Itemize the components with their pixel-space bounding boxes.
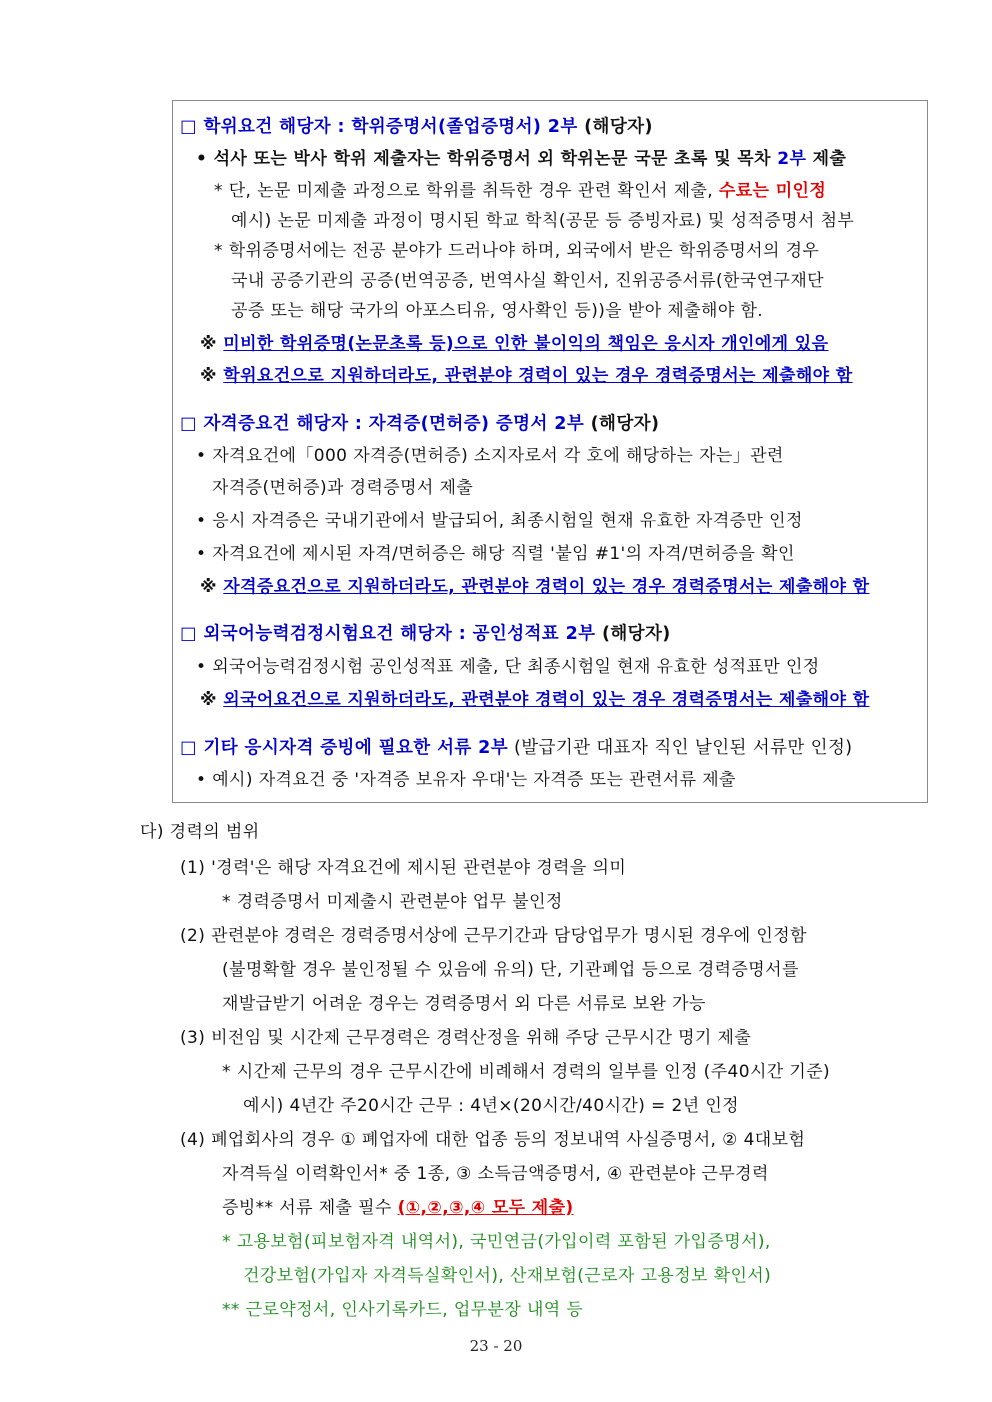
degree-note-1 [214,180,826,202]
career-item-4-line3-text: 증빙** 서류 제출 필수 [222,1198,398,1218]
degree-note-2-line1: * 학위증명서에는 전공 분야가 드러나야 하며, 외국에서 받은 학위증명서의 경우 [214,241,820,261]
language-heading-text: 외국어능력검정시험요건 해당자 : 공인성적표 2부 [203,624,596,644]
checkbox-square-icon: □ [180,624,197,644]
license-bullet-1-line1: • 자격요건에「000 자격증(면허증) 소지자로서 각 호에 해당하는 자는」관련 [196,446,784,466]
other-heading-text: 기타 응시자격 증빙에 필요한 서류 2부 [203,738,509,758]
career-item-3: (3) 비전임 및 시간제 근무경력은 경력산정을 위해 주당 근무시간 명기 제출 [180,1028,752,1048]
degree-heading [180,116,653,138]
checkbox-square-icon: □ [180,414,197,434]
degree-note-1-line2: 예시) 논문 미제출 과정이 명시된 학교 학칙(공문 등 증빙자료) 및 성적증명서 첨부 [231,211,855,231]
degree-bullet-1 [196,148,846,170]
career-note-green-1: * 고용보험(피보험자격 내역서), 국민연금(가입이력 포함된 가입증명서), [222,1232,771,1252]
reference-mark-icon: ※ [200,366,217,386]
degree-warning-2-text: 학위요건으로 지원하더라도, 관련분야 경력이 있는 경우 경력증명서는 제출해야 함 [223,366,853,386]
license-bullet-2: • 응시 자격증은 국내기관에서 발급되어, 최종시험일 현재 유효한 자격증만 인정 [196,511,803,531]
language-heading [180,623,671,645]
license-heading-text: 자격증요건 해당자 : 자격증(면허증) 증명서 2부 [203,414,585,434]
degree-note-1-red: 수료는 미인정 [718,181,827,201]
checkbox-square-icon: □ [180,117,197,137]
license-warning-text: 자격증요건으로 지원하더라도, 관련분야 경력이 있는 경우 경력증명서는 제출해야 함 [223,577,870,597]
language-warning-text: 외국어요건으로 지원하더라도, 관련분야 경력이 있는 경우 경력증명서는 제출해야 함 [223,690,870,710]
career-note-green-3: ** 근로약정서, 인사기록카드, 업무분장 내역 등 [222,1300,584,1320]
license-bullet-3: • 자격요건에 제시된 자격/면허증은 해당 직렬 '붙임 #1'의 자격/면허증을 확인 [196,544,795,564]
degree-note-2-line3: 공증 또는 해당 국가의 아포스티유, 영사확인 등))을 받아 제출해야 함. [231,301,764,321]
language-heading-tail: (해당자) [595,624,671,644]
license-bullet-1-line2: 자격증(면허증)과 경력증명서 제출 [212,478,474,498]
career-item-1-note: * 경력증명서 미제출시 관련분야 업무 불인정 [222,892,563,912]
career-item-2-line1: (2) 관련분야 경력은 경력증명서상에 근무기간과 담당업무가 명시된 경우에 인정함 [180,926,807,946]
reference-mark-icon: ※ [200,577,217,597]
career-item-2-line3: 재발급받기 어려운 경우는 경력증명서 외 다른 서류로 보완 가능 [222,994,706,1014]
degree-warning-1 [200,333,828,355]
license-heading-tail: (해당자) [584,414,660,434]
license-warning [200,576,869,598]
license-heading [180,413,659,435]
degree-bullet-1-num: 2부 [777,149,807,169]
career-note-green-2: 건강보험(가입자 자격득실확인서), 산재보험(근로자 고용정보 확인서) [243,1266,772,1286]
career-item-2-line2: (불명확할 경우 불인정될 수 있음에 유의) 단, 기관폐업 등으로 경력증명서를 [222,960,799,980]
career-section-title: 다) 경력의 범위 [140,822,260,842]
degree-heading-text: 학위요건 해당자 : 학위증명서(졸업증명서) 2부 [203,117,578,137]
career-item-3-note-2: 예시) 4년간 주20시간 근무 : 4년×(20시간/40시간) = 2년 인정 [243,1096,739,1116]
reference-mark-icon: ※ [200,334,217,354]
language-bullet-1: • 외국어능력검정시험 공인성적표 제출, 단 최종시험일 현재 유효한 성적표만 인정 [196,657,820,677]
degree-bullet-1-post: 제출 [806,149,847,169]
career-item-3-note-1: * 시간제 근무의 경우 근무시간에 비례해서 경력의 일부를 인정 (주40시간 기준) [222,1062,831,1082]
degree-heading-tail: (해당자) [577,117,653,137]
career-item-4-line2: 자격득실 이력확인서* 중 1종, ③ 소득금액증명서, ④ 관련분야 근무경력 [222,1164,769,1184]
degree-bullet-1-text: • 석사 또는 박사 학위 제출자는 학위증명서 외 학위논문 국문 초록 및 목차 [196,149,778,169]
degree-warning-2 [200,365,853,387]
career-item-4-line3 [222,1197,574,1219]
language-warning [200,689,869,711]
career-item-4-required: (①,②,③,④ 모두 제출) [397,1198,574,1218]
other-bullet-1: • 예시) 자격요건 중 '자격증 보유자 우대'는 자격증 또는 관련서류 제출 [196,770,736,790]
reference-mark-icon: ※ [200,690,217,710]
degree-note-2-line2: 국내 공증기관의 공증(번역공증, 번역사실 확인서, 진위공증서류(한국연구재단 [231,271,824,291]
other-heading-tail: (발급기관 대표자 직인 날인된 서류만 인정) [508,738,853,758]
career-item-1: (1) '경력'은 해당 자격요건에 제시된 관련분야 경력을 의미 [180,858,627,878]
page-number: 23 - 20 [469,1337,523,1355]
degree-warning-1-text: 미비한 학위증명(논문초록 등)으로 인한 불이익의 책임은 응시자 개인에게 있음 [223,334,829,354]
career-item-4-line1: (4) 폐업회사의 경우 ① 폐업자에 대한 업종 등의 정보내역 사실증명서, ② 4대보험 [180,1130,806,1150]
checkbox-square-icon: □ [180,738,197,758]
other-heading [180,737,852,759]
degree-note-1-text: * 단, 논문 미제출 과정으로 학위를 취득한 경우 관련 확인서 제출, [214,181,719,201]
